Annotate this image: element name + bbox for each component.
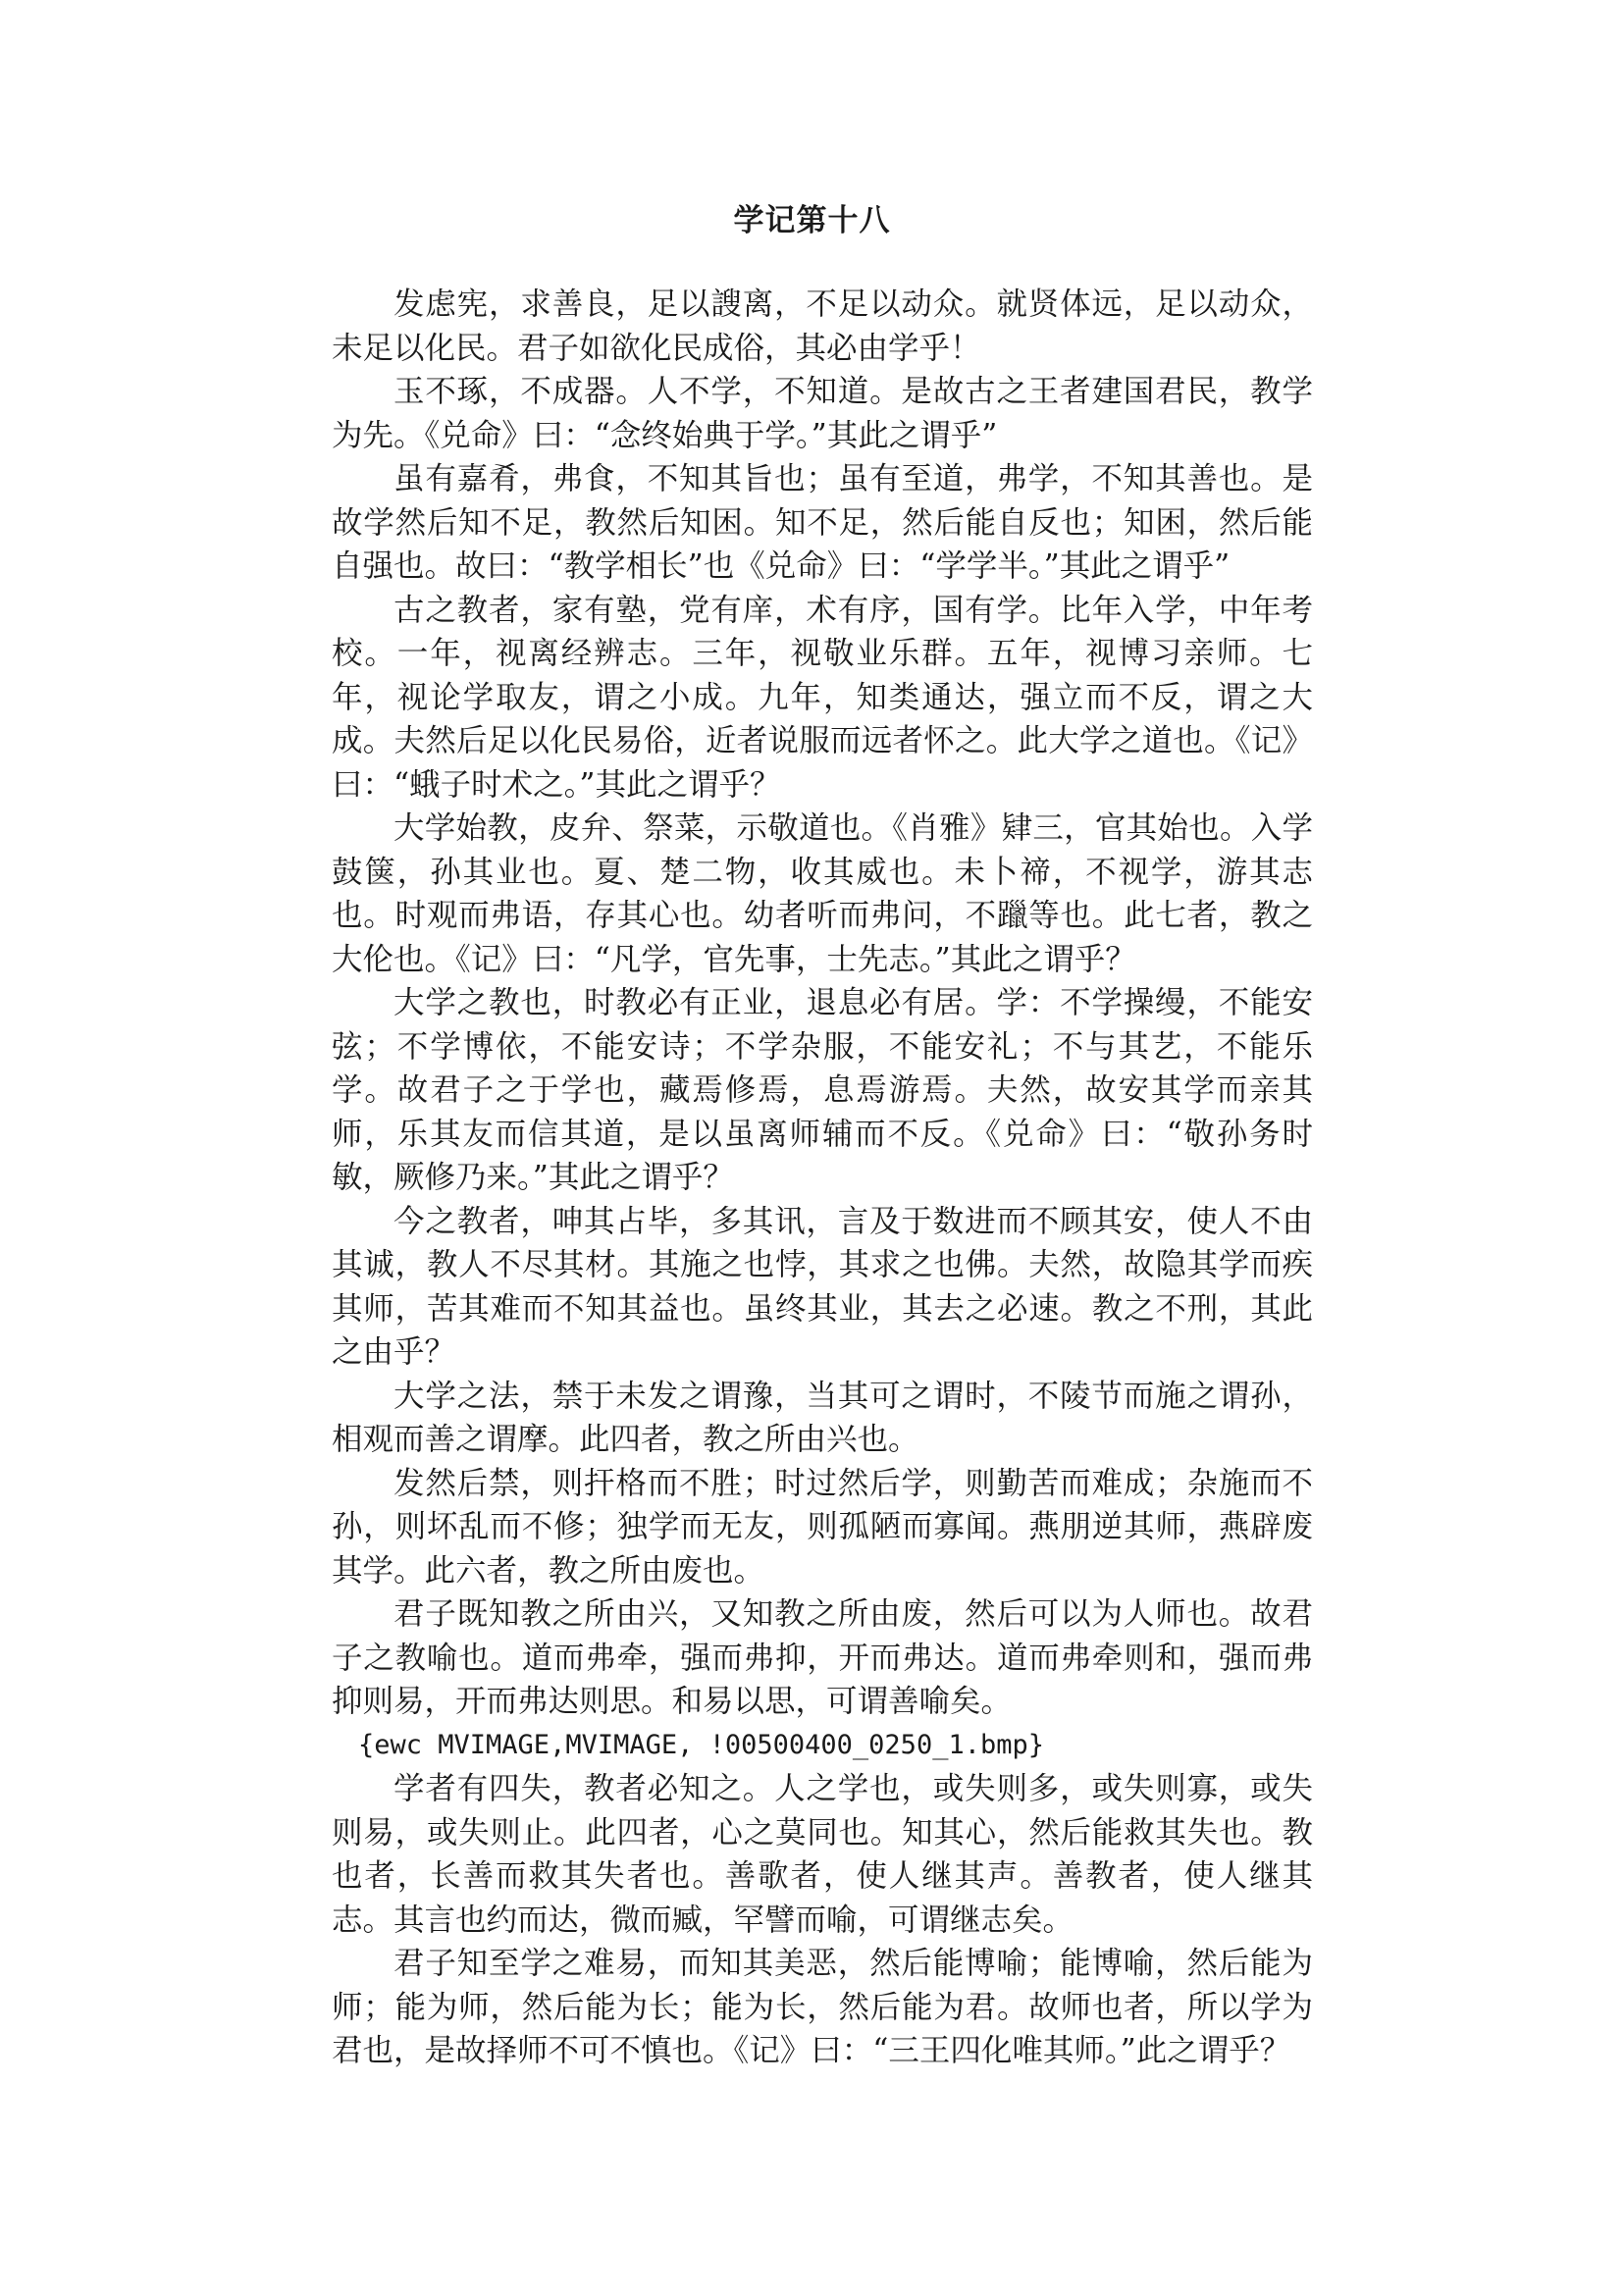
paragraph-4: 古之教者，家有塾，党有庠，术有序，国有学。比年入学，中年考校。一年，视离经辨志。三年，视敬业乐群。五年，视博习亲师。七年，视论学取友，谓之小成。九年，知类通达，强立而不反，谓之大成。夫然后足以化民易俗，近者说服而远者怀之。此大学之道也。《记》曰：“蛾子时术之。”其此之谓乎？ xyxy=(332,592,1313,803)
page-title: 学记第十八 xyxy=(733,203,891,238)
paragraph-3: 虽有嘉肴，弗食，不知其旨也；虽有至道，弗学，不知其善也。是故学然后知不足，教然后知困。知不足，然后能自反也；知困，然后能自强也。故曰：“教学相长”也《兑命》曰：“学学半。”其此之谓乎” xyxy=(332,461,1313,584)
paragraph-11: 学者有四失，教者必知之。人之学也，或失则多，或失则寡，或失则易，或失则止。此四者，心之莫同也。知其心，然后能救其失也。教也者，长善而救其失者也。善歌者，使人继其声。善教者，使人继其志。其言也约而达，微而臧，罕譬而喻，可谓继志矣。 xyxy=(332,1771,1313,1938)
paragraph-8: 大学之法，禁于未发之谓豫，当其可之谓时，不陵节而施之谓孙，相观而善之谓摩。此四者，教之所由兴也。 xyxy=(332,1378,1313,1457)
paragraph-7: 今之教者，呻其占毕，多其讯，言及于数进而不顾其安，使人不由其诚，教人不尽其材。其施之也悖，其求之也佛。夫然，故隐其学而疾其师，苦其难而不知其益也。虽终其业，其去之必速。教之不刑，其此之由乎？ xyxy=(332,1203,1313,1370)
paragraph-6: 大学之教也，时教必有正业，退息必有居。学：不学操缦，不能安弦；不学博依，不能安诗；不学杂服，不能安礼；不与其艺，不能乐学。故君子之于学也，藏焉修焉，息焉游焉。夫然，故安其学而亲其师，乐其友而信其道，是以虽离师辅而不反。《兑命》曰：“敬孙务时敏，厥修乃来。”其此之谓乎？ xyxy=(332,985,1313,1195)
paragraph-9: 发然后禁，则扞格而不胜；时过然后学，则勤苦而难成；杂施而不孙，则坏乱而不修；独学而无友，则孤陋而寡闻。燕朋逆其师，燕辟废其学。此六者，教之所由废也。 xyxy=(332,1465,1313,1589)
paragraph-10: 君子既知教之所由兴，又知教之所由废，然后可以为人师也。故君子之教喻也。道而弗牵，强而弗抑，开而弗达。道而弗牵则和，强而弗抑则易，开而弗达则思。和易以思，可谓善喻矣。 xyxy=(332,1596,1313,1719)
document-body xyxy=(332,283,1313,2073)
paragraph-12: 君子知至学之难易，而知其美恶，然后能博喻；能博喻，然后能为师；能为师，然后能为长；能为长，然后能为君。故师也者，所以学为君也，是故择师不可不慎也。《记》曰：“三王四化唯其师。”此之谓乎？ xyxy=(332,1946,1313,2068)
paragraph-1: 发虑宪，求善良，足以謏离，不足以动众。就贤体远，足以动众，未足以化民。君子如欲化民成俗，其必由学乎！ xyxy=(332,287,1313,366)
embedded-image-code: {ewc MVIMAGE,MVIMAGE, !00500400_0250_1.bmp} xyxy=(358,1729,1044,1760)
paragraph-5: 大学始教，皮弁、祭菜，示敬道也。《肖雅》肄三，官其始也。入学鼓箧，孙其业也。夏、楚二物，收其威也。未卜禘，不视学，游其志也。时观而弗语，存其心也。幼者听而弗问，不躐等也。此七者，教之大伦也。《记》曰：“凡学，官先事，士先志。”其此之谓乎？ xyxy=(332,810,1313,977)
paragraph-2: 玉不琢，不成器。人不学，不知道。是故古之王者建国君民，教学为先。《兑命》曰：“念终始典于学。”其此之谓乎” xyxy=(332,374,1313,453)
